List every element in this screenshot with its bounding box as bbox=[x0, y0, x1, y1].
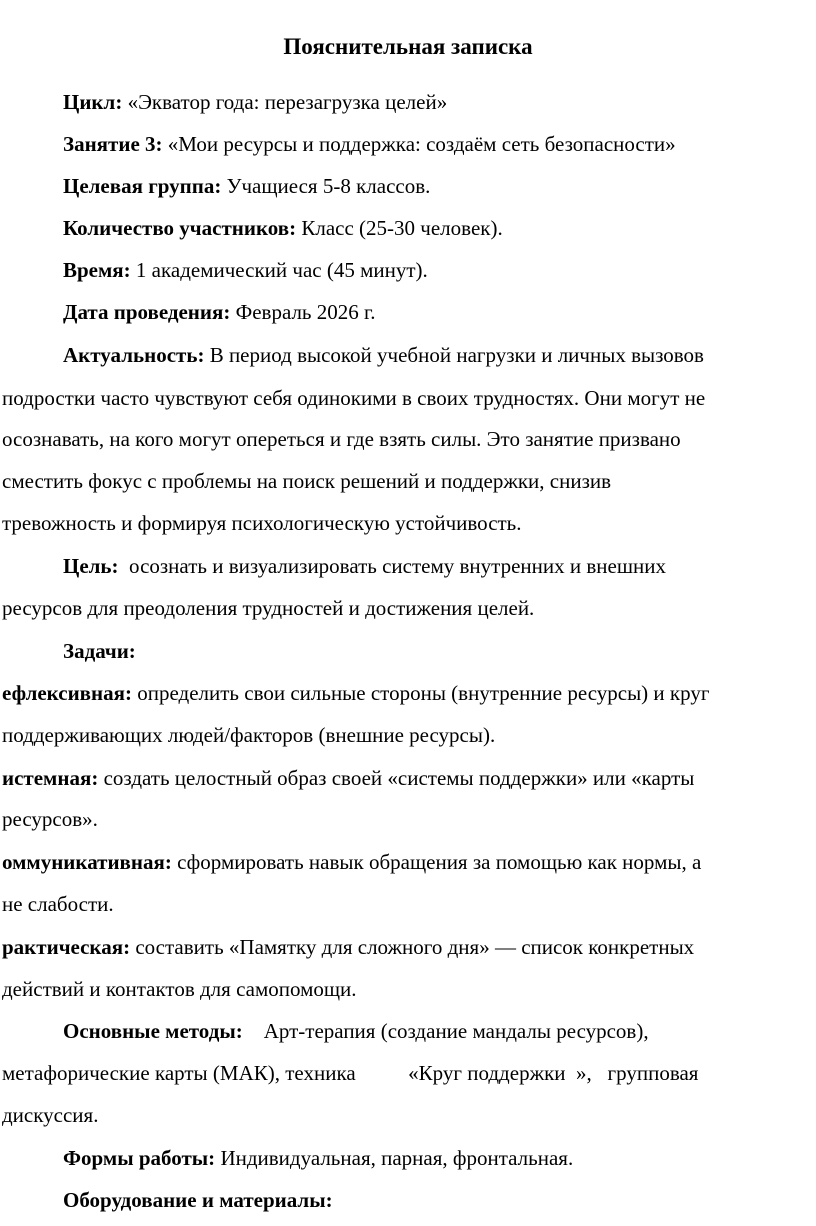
task-reflexive bbox=[2, 679, 709, 707]
relevance-label: Актуальность: bbox=[63, 343, 205, 367]
goal-text: осознать и визуализировать систему внутренних и внешних bbox=[129, 554, 667, 578]
methods-line bbox=[63, 1017, 649, 1045]
time-label: Время: bbox=[63, 258, 131, 282]
goal-line bbox=[63, 552, 666, 580]
task-label: рактическая: bbox=[2, 935, 131, 959]
cycle-label: Цикл: bbox=[63, 90, 123, 114]
participants-label: Количество участников: bbox=[63, 216, 297, 240]
lesson-label: Занятие 3: bbox=[63, 132, 163, 156]
task-label: истемная: bbox=[2, 766, 99, 790]
task-text: определить свои сильные стороны (внутренние ресурсы) и круг bbox=[137, 681, 710, 705]
equipment-line bbox=[63, 1186, 333, 1214]
task-text-line: действий и контактов для самопомощи. bbox=[2, 977, 357, 1001]
task-text: создать целостный образ своей «системы поддержки» или «карты bbox=[103, 766, 695, 790]
participants-value: Класс (25-30 человек). bbox=[301, 216, 503, 240]
goal-text-line: ресурсов для преодоления трудностей и достижения целей. bbox=[2, 596, 535, 620]
relevance-line bbox=[63, 341, 704, 369]
document-title: Пояснительная записка bbox=[283, 34, 533, 59]
cycle-line bbox=[63, 88, 447, 116]
task-text-line: ресурсов». bbox=[2, 807, 98, 831]
lesson-value: «Мои ресурсы и поддержка: создаём сеть безопасности» bbox=[167, 132, 676, 156]
relevance-text-line: тревожность и формируя психологическую устойчивость. bbox=[2, 511, 522, 535]
task-label: оммуникативная: bbox=[2, 850, 172, 874]
lesson-line bbox=[63, 130, 676, 158]
methods-text: Арт-терапия (создание мандалы ресурсов), bbox=[263, 1019, 649, 1043]
target-value: Учащиеся 5-8 классов. bbox=[226, 174, 431, 198]
goal-label: Цель: bbox=[63, 554, 119, 578]
target-label: Целевая группа: bbox=[63, 174, 222, 198]
methods-label: Основные методы: bbox=[63, 1019, 243, 1043]
tasks-label: Задачи: bbox=[63, 639, 136, 663]
task-text-line: поддерживающих людей/факторов (внешние ресурсы). bbox=[2, 723, 496, 747]
forms-label: Формы работы: bbox=[63, 1146, 216, 1170]
participants-line bbox=[63, 214, 503, 242]
relevance-text: В период высокой учебной нагрузки и личных вызовов bbox=[209, 343, 704, 367]
task-systemic bbox=[2, 764, 694, 792]
forms-line bbox=[63, 1144, 573, 1172]
task-communicative bbox=[2, 848, 701, 876]
forms-value: Индивидуальная, парная, фронтальная. bbox=[220, 1146, 574, 1170]
time-line bbox=[63, 256, 428, 284]
time-value: 1 академический час (45 минут). bbox=[135, 258, 428, 282]
methods-text-line: метафорические карты (МАК), техника «Круг поддержки », групповая bbox=[2, 1061, 699, 1085]
task-text: сформировать навык обращения за помощью как нормы, а bbox=[177, 850, 702, 874]
task-text: составить «Памятку для сложного дня» — список конкретных bbox=[135, 935, 695, 959]
cycle-value: «Экватор года: перезагрузка целей» bbox=[127, 90, 448, 114]
target-line bbox=[63, 172, 430, 200]
relevance-text-line: сместить фокус с проблемы на поиск решений и поддержки, снизив bbox=[2, 469, 612, 493]
task-practical bbox=[2, 933, 694, 961]
date-line bbox=[63, 298, 376, 326]
tasks-heading bbox=[63, 637, 136, 665]
date-label: Дата проведения: bbox=[63, 300, 231, 324]
relevance-text-line: осознавать, на кого могут опереться и где взять силы. Это занятие призвано bbox=[2, 427, 681, 451]
task-text-line: не слабости. bbox=[2, 892, 114, 916]
date-value: Февраль 2026 г. bbox=[235, 300, 376, 324]
relevance-text-line: подростки часто чувствуют себя одинокими в своих трудностях. Они могут не bbox=[2, 386, 706, 410]
methods-text-line: дискуссия. bbox=[2, 1103, 99, 1127]
task-label: ефлексивная: bbox=[2, 681, 132, 705]
equipment-label: Оборудование и материалы: bbox=[63, 1188, 333, 1212]
